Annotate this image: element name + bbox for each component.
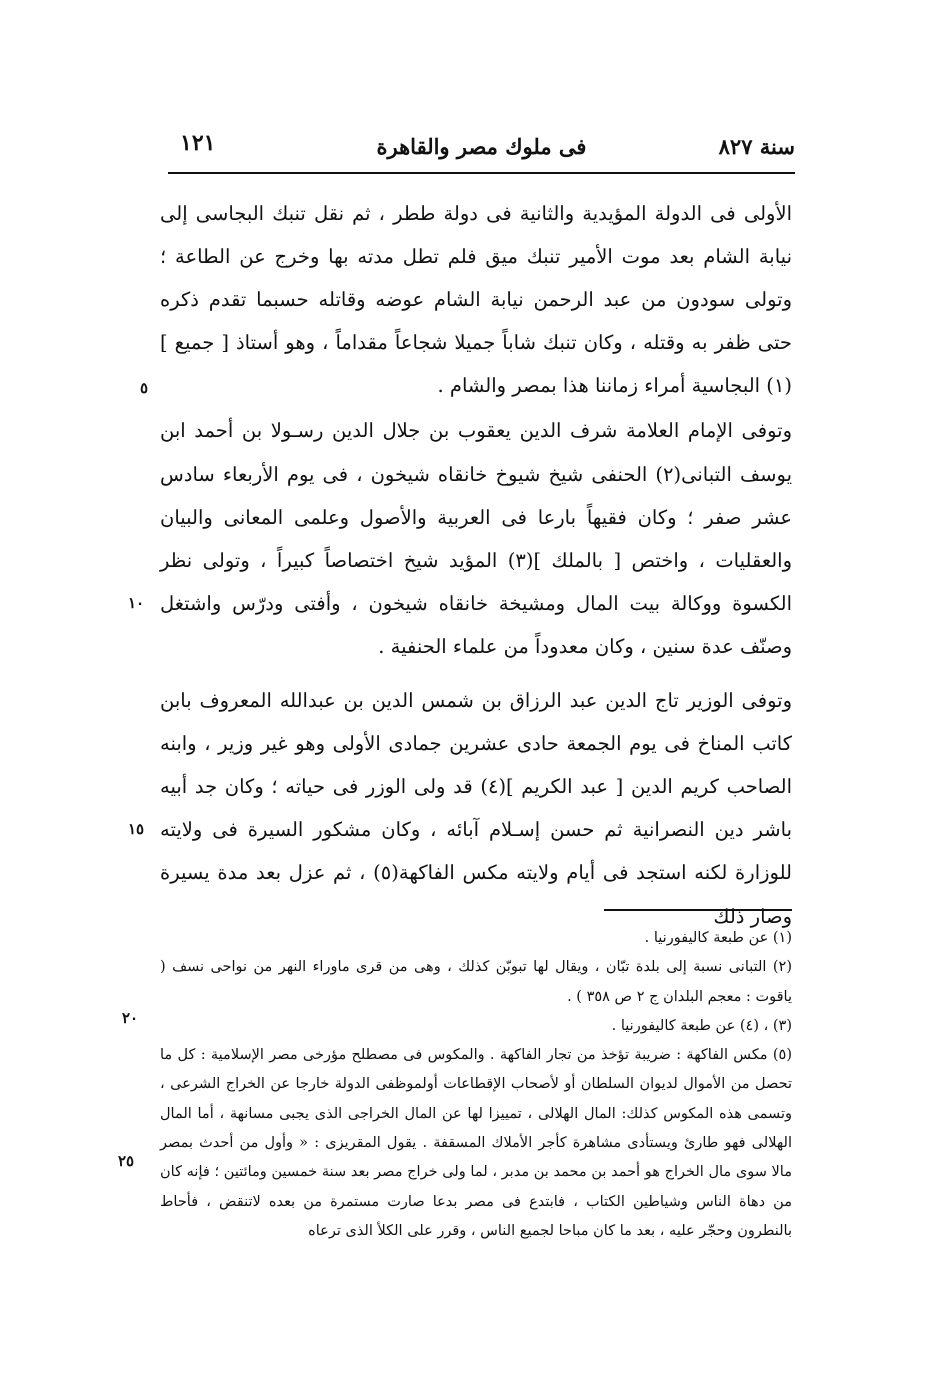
paragraph-1: الأولى فى الدولة المؤيدية والثانية فى دولة ططر ، ثم نقل تنبك البجاسى إلى نيابة الشام بعد موت الأمير تنبك ميق فلم تطل مدته بها وخرج عن الطاعة ؛ وتولى سودون من عبد الرحمن نيابة الشام عوضه وقاتله حسبما تقدم ذكره حتى ظفر به وقتله ، وكان تنبك شاباً جميلا شجاعاً مقداماً ، وهو أستاذ [ جميع ](١) البجاسية أمراء زماننا هذا بمصر والشام . — [160, 202, 792, 398]
footnotes — [160, 924, 792, 1246]
header-title: فى ملوك مصر والقاهرة — [376, 134, 587, 159]
page-number: ١٢١ — [180, 130, 216, 156]
footnote-2: (٢) التبانى نسبة إلى بلدة تبّان ، ويقال لها تبوبّن كذلك ، وهى من قرى ماوراء النهر من نواحى نسف ( ياقوت : معجم البلدان ج ٢ ص ٣٥٨ ) . — [160, 959, 792, 1005]
line-number-15: ١٥ — [128, 820, 145, 838]
footnote-1: (١) عن طبعة كاليفورنيا . — [644, 930, 792, 946]
footnote-3-4: (٣) ، (٤) عن طبعة كاليفورنيا . — [611, 1017, 792, 1034]
paragraph-2: وتوفى الإمام العلامة شرف الدين يعقوب بن جلال الدين رسـولا بن أحمد ابن يوسف التبانى(٢) الحنفى شيخ شيوخ خانقاه شيخون ، فى يوم الأربعاء سادس عشر صفر ؛ وكان فقيهاً بارعا فى العربية والأصول وعلمى المعانى والبيان والعقليات ، واختص [ بالملك ](٣) المؤيد شيخ اختصاصاً كبيراً ، وتولى نظر الكسوة ووكالة بيت المال ومشيخة خانقاه شيخون ، وأفتى ودرّس واشتغل وصنّف عدة سنين ، وكان معدوداً من علماء الحنفية . — [160, 419, 793, 658]
running-header — [168, 128, 795, 168]
line-number-10: ١٠ — [128, 594, 145, 612]
footnote-rule — [604, 909, 792, 911]
main-text — [160, 192, 792, 938]
paragraph-3: وتوفى الوزير تاج الدين عبد الرزاق بن شمس الدين بن عبدالله المعروف بابن كاتب المناخ فى يوم الجمعة حادى عشرين جمادى الأولى وهو غير وزير ، وابنه الصاحب كريم الدين [ عبد الكريم ](٤) قد ولى الوزر فى حياته ؛ وكان جد أبيه باشر دين النصرانية ثم حسن إسـلام آبائه ، وكان مشكور السيرة فى ولايته للوزارة لكنه استجد فى أيام ولايته مكس الفاكهة(٥) ، ثم عزل بعد مدة يسيرة وصار ذلك — [160, 689, 792, 928]
header-rule — [168, 172, 795, 174]
header-year: سنة ٨٢٧ — [718, 134, 795, 159]
line-number-25: ٢٥ — [118, 1152, 135, 1170]
line-number-5: ٥ — [140, 379, 149, 397]
footnote-5: (٥) مكس الفاكهة : ضريبة تؤخذ من تجار الفاكهة . والمكوس فى مصطلح مؤرخى مصر الإسلامية : كل ما تحصل من الأموال لديوان السلطان أو لأصحاب الإقطاعات أولموظفى الدولة خارجا عن الخراج الشرعى ، وتسمى هذه المكوس كذلك: المال الهلالى ، تمييزا لها عن المال الخراجى الذى يجبى مسانهة ، أما المال الهلالى فهو طارئ ويستأدى مشاهرة كأجر الأملاك المسقفة . يقول المقريزى : « وأول من أحدث بمصر مالا سوى مال الخراج هو أحمد بن محمد بن مدبر ، لما ولى خراج مصر بعد سنة خمسين ومائتين ؛ فإنه كان من دهاة الناس وشياطين الكتاب ، فابتدع فى مصر بدعا صارت مستمرة من بعده لاتنقض ، فأحاط بالنطرون وحجّر عليه ، بعد ما كان مباحا لجميع الناس ، وقرر على الكلأ الذى ترعاه — [160, 1047, 792, 1239]
line-number-20: ٢٠ — [122, 1009, 139, 1027]
